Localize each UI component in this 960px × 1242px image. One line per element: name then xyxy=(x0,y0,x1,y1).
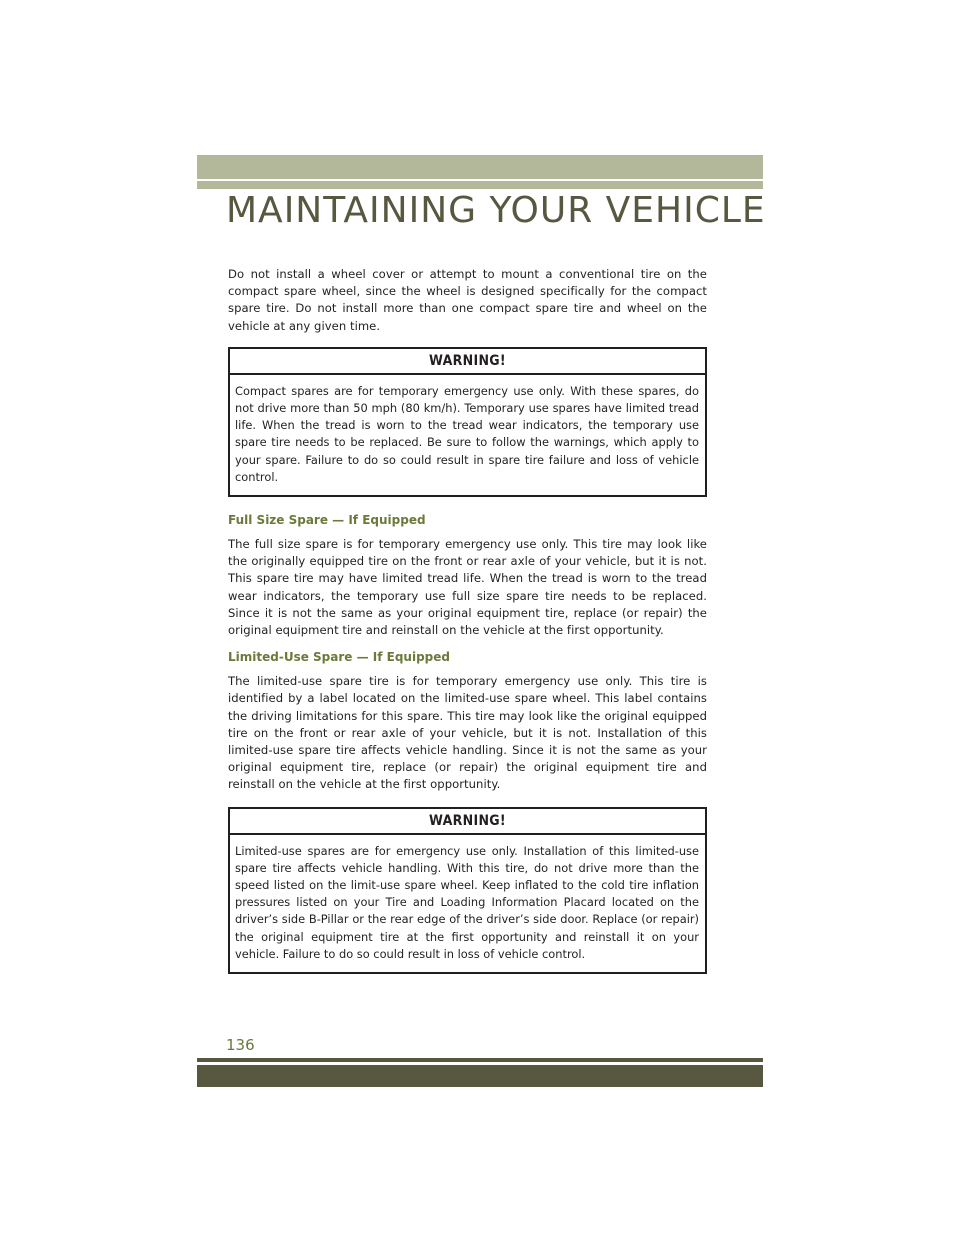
section-title: MAINTAINING YOUR VEHICLE xyxy=(226,190,766,231)
intro-paragraph: Do not install a wheel cover or attempt to mount a conventional tire on the compact spare wheel, since the wheel is designed specifically for the compact spare tire. Do not install more than one compact spare tire and wheel on the vehicle at any given time. xyxy=(228,267,707,333)
page-number: 136 xyxy=(226,1036,255,1054)
warning-title: WARNING! xyxy=(230,809,705,835)
header-rule xyxy=(197,181,763,189)
warning-box-limited-use-spare xyxy=(228,807,707,974)
limited-use-spare-heading: Limited-Use Spare — If Equipped xyxy=(228,650,450,665)
page-content xyxy=(228,266,707,974)
warning-text: Compact spares are for temporary emergency use only. With these spares, do not drive more than 50 mph (80 km/h). Temporary use spares have limited tread life. When the tread is worn to the tread wear indicators, the temporary use spare tire needs to be replaced. Be sure to follow the warnings, which apply to your spare. Failure to do so could result in spare tire failure and loss of vehicle control. xyxy=(235,383,699,484)
header-bar xyxy=(197,155,763,179)
footer-bar xyxy=(197,1065,763,1087)
warning-text: Limited-use spares are for emergency use only. Installation of this limited-use spare tire affects vehicle handling. With this tire, do not drive more than the speed listed on the limit-use spare wheel. Keep inflated to the cold tire inflation pressures listed on your Tire and Loading Information Placard located on the driver’s side B-Pillar or the rear edge of the driver’s side door. Replace (or repair) the original equipment tire at the first opportunity and reinstall it on your vehicle. Failure to do so could result in loss of vehicle control. xyxy=(235,843,699,961)
limited-use-spare-paragraph: The limited-use spare tire is for temporary emergency use only. This tire is identified by a label located on the limited-use spare wheel. This label contains the driving limitations for this spare. This tire may look like the original equipped tire on the front or rear axle of your vehicle, but it is not. Installation of this limited-use spare tire affects vehicle handling. Since it is not the same as your original equipment tire, replace (or repair) the original equipment tire and reinstall on the vehicle at the first opportunity. xyxy=(228,674,707,792)
footer-rule xyxy=(197,1058,763,1062)
full-size-spare-heading: Full Size Spare — If Equipped xyxy=(228,513,426,528)
full-size-spare-paragraph: The full size spare is for temporary emergency use only. This tire may look like the originally equipped tire on the front or rear axle of your vehicle, but it is not. This spare tire may have limited tread life. When the tread is worn to the tread wear indicators, the temporary use full size spare tire needs to be replaced. Since it is not the same as your original equipment tire, replace (or repair) the original equipment tire and reinstall on the vehicle at the first opportunity. xyxy=(228,537,707,638)
warning-box-compact-spare xyxy=(228,347,707,497)
warning-title: WARNING! xyxy=(230,349,705,375)
